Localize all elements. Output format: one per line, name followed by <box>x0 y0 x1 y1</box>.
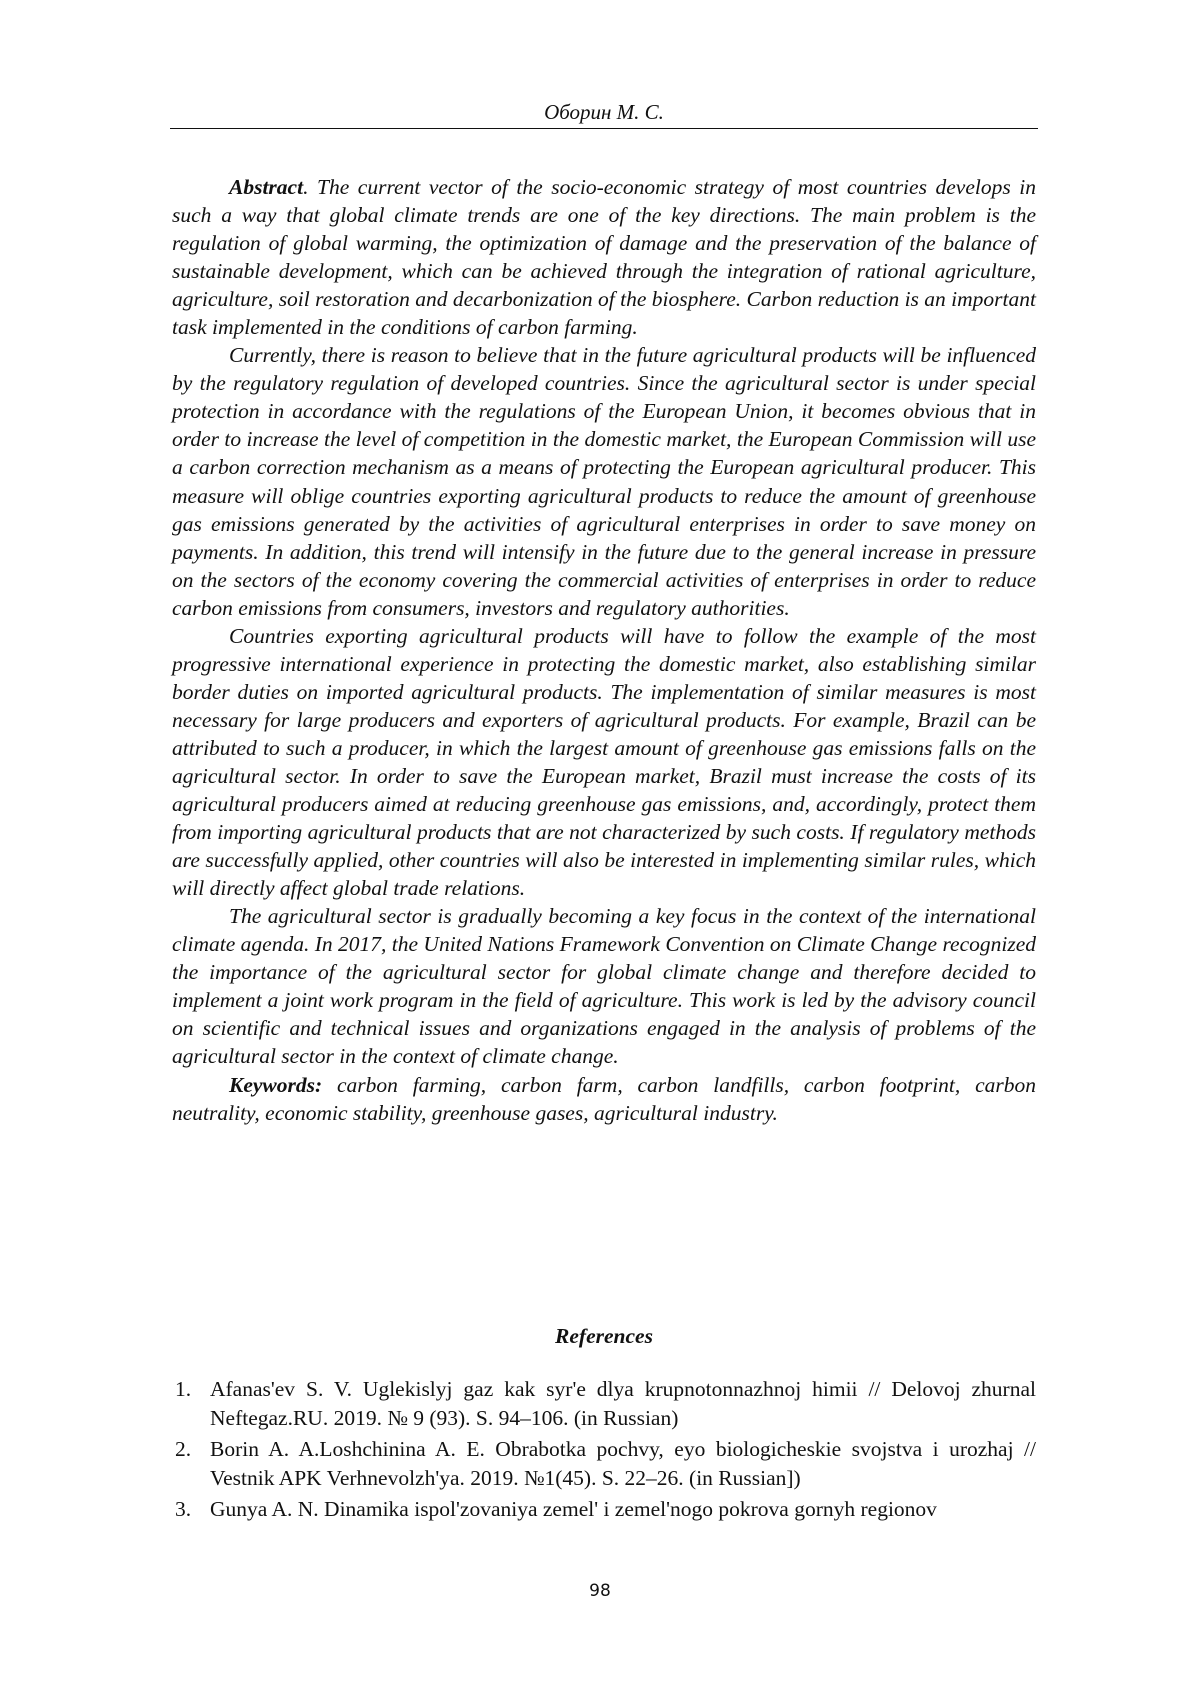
header-rule <box>170 128 1038 129</box>
body-paragraph-2: Currently, there is reason to believe that in the future agricultural products will be influenced by the regulatory regulation of developed countries. Since the agricultural sector is under special protection in accordance with the regulations of the European Union, it becomes obvious that in order to increase the level of competition in the domestic market, the European Commission will use a carbon correction mechanism as a means of protecting the European agricultural producer. This measure will oblige countries exporting agricultural products to reduce the amount of greenhouse gas emissions generated by the activities of agricultural enterprises in order to save money on payments. In addition, this trend will intensify in the future due to the general increase in pressure on the sectors of the economy covering the commercial activities of enterprises in order to reduce carbon emissions from consumers, investors and regulatory authorities. <box>172 341 1036 621</box>
reference-text: Gunya A. N. Dinamika ispol'zovaniya zemel' i zemel'nogo pokrova gornyh regionov <box>210 1497 937 1521</box>
reference-number: 2. <box>175 1435 191 1464</box>
page-number: 98 <box>570 1581 630 1601</box>
reference-item <box>172 1375 1036 1432</box>
abstract-text: . The current vector of the socio-economic strategy of most countries develops in such a way that global climate trends are one of the key directions. The main problem is the regulation of global warming, the optimization of damage and the preservation of the balance of sustainable development, which can be achieved through the integration of rational agriculture, agriculture, soil restoration and decarbonization of the biosphere. Carbon reduction is an important task implemented in the conditions of carbon farming. <box>172 175 1036 339</box>
abstract-label: Abstract <box>229 175 303 199</box>
keywords-text: carbon farming, carbon farm, carbon landfills, carbon footprint, carbon neutrality, economic stability, greenhouse gases, agricultural industry. <box>172 1073 1036 1125</box>
references-title: References <box>170 1322 1038 1350</box>
keywords-paragraph <box>172 1071 1036 1127</box>
reference-text: Borin A. A.Loshchinina A. E. Obrabotka pochvy, eyo biologicheskie svojstva i urozhaj // Vestnik APK Verhnevolzh'ya. 2019. №1(45). S. 22–26. (in Russian]) <box>210 1437 1036 1490</box>
reference-number: 3. <box>175 1495 191 1524</box>
reference-item <box>172 1435 1036 1492</box>
keywords-label: Keywords: <box>229 1073 322 1097</box>
body-paragraph-4: The agricultural sector is gradually becoming a key focus in the context of the international climate agenda. In 2017, the United Nations Framework Convention on Climate Change recognized the importance of the agricultural sector for global climate change and therefore decided to implement a joint work program in the field of agriculture. This work is led by the advisory council on scientific and technical issues and organizations engaged in the analysis of problems of the agricultural sector in the context of climate change. <box>172 902 1036 1070</box>
references-list <box>172 1375 1036 1527</box>
abstract-paragraph <box>172 173 1036 341</box>
article-body <box>172 173 1036 1127</box>
reference-text: Afanas'ev S. V. Uglekislyj gaz kak syr'e dlya krupnotonnazhnoj himii // Delovoj zhurnal Neftegaz.RU. 2019. № 9 (93). S. 94–106. (in Russian) <box>210 1377 1036 1430</box>
body-paragraph-3: Countries exporting agricultural products will have to follow the example of the most progressive international experience in protecting the domestic market, also establishing similar border duties on imported agricultural products. The implementation of similar measures is most necessary for large producers and exporters of agricultural products. For example, Brazil can be attributed to such a producer, in which the largest amount of greenhouse gas emissions falls on the agricultural sector. In order to save the European market, Brazil must increase the costs of its agricultural producers aimed at reducing greenhouse gas emissions, and, accordingly, protect them from importing agricultural products that are not characterized by such costs. If regulatory methods are successfully applied, other countries will also be interested in implementing similar rules, which will directly affect global trade relations. <box>172 622 1036 902</box>
reference-number: 1. <box>175 1375 191 1404</box>
running-header-author: Оборин М. С. <box>170 100 1038 124</box>
page <box>0 0 1200 1697</box>
reference-item <box>172 1495 1036 1524</box>
